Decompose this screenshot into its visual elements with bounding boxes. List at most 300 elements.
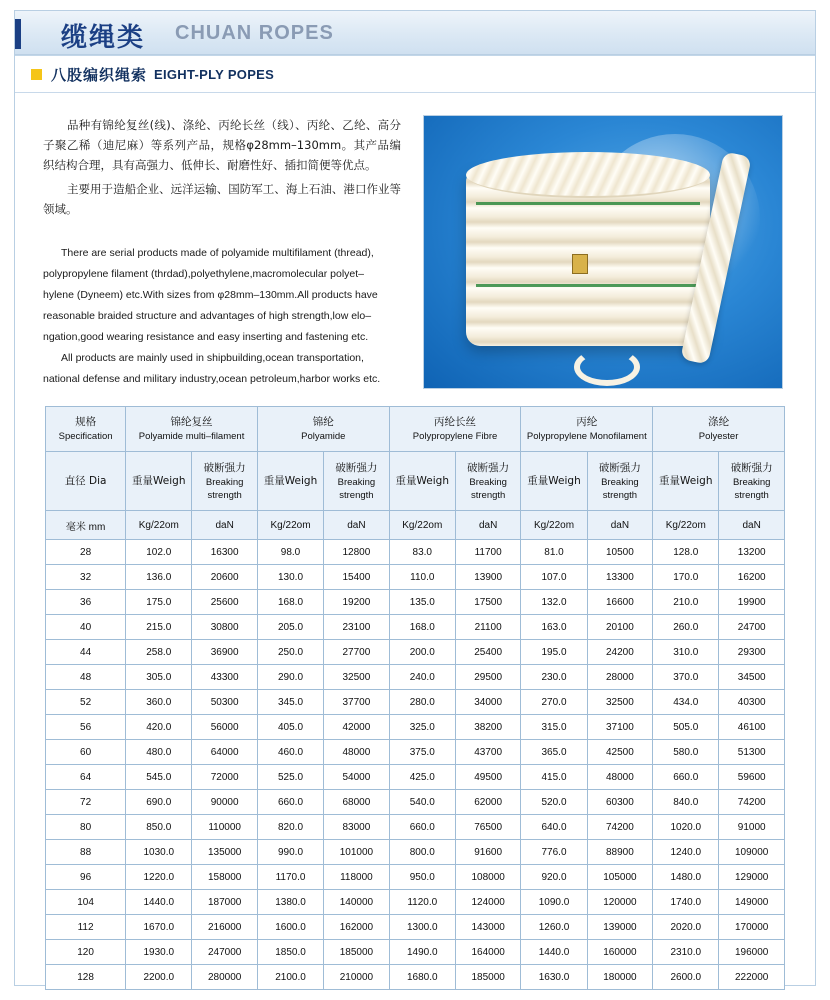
group-cn: 锦纶复丝 (170, 416, 213, 428)
cell-diameter: 96 (46, 865, 126, 890)
table-cell: 1440.0 (126, 890, 192, 915)
table-row (46, 915, 785, 940)
table-cell: 88900 (587, 840, 653, 865)
table-cell: 215.0 (126, 615, 192, 640)
table-cell: 434.0 (653, 690, 719, 715)
table-cell: 90000 (192, 790, 258, 815)
table-cell: 17500 (455, 590, 521, 615)
table-cell: 1260.0 (521, 915, 587, 940)
table-cell: 56000 (192, 715, 258, 740)
subheader-en: Breaking strength (732, 476, 771, 501)
group-cn: 规格 (75, 416, 97, 428)
table-cell: 29300 (719, 640, 785, 665)
table-cell: 315.0 (521, 715, 587, 740)
subheader-cn: 破断强力 (203, 461, 246, 474)
cell-diameter: 48 (46, 665, 126, 690)
table-row (46, 965, 785, 990)
spec-table-wrap (15, 390, 815, 990)
table-cell: 34000 (455, 690, 521, 715)
table-row (46, 840, 785, 865)
table-row (46, 615, 785, 640)
table-cell: 29500 (455, 665, 521, 690)
subheader-en: Breaking strength (601, 476, 639, 501)
cell-diameter: 80 (46, 815, 126, 840)
table-cell: 81.0 (521, 540, 587, 565)
table-cell: 1740.0 (653, 890, 719, 915)
table-cell: 13200 (719, 540, 785, 565)
table-cell: 1670.0 (126, 915, 192, 940)
table-cell: 74200 (587, 815, 653, 840)
table-row (46, 740, 785, 765)
square-marker-icon (31, 69, 42, 80)
group-header-polyamide (257, 407, 389, 452)
table-cell: 110000 (192, 815, 258, 840)
table-cell: 196000 (719, 940, 785, 965)
table-cell: 216000 (192, 915, 258, 940)
table-cell: 42500 (587, 740, 653, 765)
table-cell: 1380.0 (257, 890, 323, 915)
description-en-2-line-2: national defense and military industry,ocean petroleum,harbor works etc. (43, 373, 381, 385)
cell-diameter: 112 (46, 915, 126, 940)
table-cell: 48000 (587, 765, 653, 790)
table-cell: 175.0 (126, 590, 192, 615)
subheader-en: Breaking strength (337, 476, 376, 501)
table-cell: 164000 (455, 940, 521, 965)
subheader-weight-1 (126, 452, 192, 511)
table-cell: 247000 (192, 940, 258, 965)
table-cell: 1090.0 (521, 890, 587, 915)
table-row (46, 765, 785, 790)
subheader-weight-3 (389, 452, 455, 511)
table-cell: 920.0 (521, 865, 587, 890)
table-cell: 105000 (587, 865, 653, 890)
table-cell: 170.0 (653, 565, 719, 590)
subheader-cn: 重量Weigh (659, 474, 713, 487)
table-cell: 990.0 (257, 840, 323, 865)
table-cell: 24700 (719, 615, 785, 640)
subheader-diameter (46, 452, 126, 511)
table-row (46, 565, 785, 590)
table-cell: 270.0 (521, 690, 587, 715)
table-cell: 1020.0 (653, 815, 719, 840)
table-cell: 950.0 (389, 865, 455, 890)
table-cell: 27700 (324, 640, 390, 665)
subheader-weight-2 (257, 452, 323, 511)
table-cell: 30800 (192, 615, 258, 640)
specification-table (45, 406, 785, 990)
table-cell: 820.0 (257, 815, 323, 840)
table-cell: 1850.0 (257, 940, 323, 965)
group-cn: 丙纶 (576, 416, 598, 428)
description-column (33, 115, 401, 390)
subheader-cn: 直径 Dia (64, 474, 107, 487)
subheader-cn: 重量Weigh (132, 474, 186, 487)
table-cell: 98.0 (257, 540, 323, 565)
table-body (46, 540, 785, 990)
table-subheader-row (46, 452, 785, 511)
table-cell: 305.0 (126, 665, 192, 690)
table-cell: 250.0 (257, 640, 323, 665)
table-cell: 108000 (455, 865, 521, 890)
table-cell: 240.0 (389, 665, 455, 690)
table-cell: 16200 (719, 565, 785, 590)
table-cell: 36900 (192, 640, 258, 665)
group-cn: 锦纶 (312, 416, 334, 428)
table-cell: 545.0 (126, 765, 192, 790)
table-cell: 13900 (455, 565, 521, 590)
cell-diameter: 44 (46, 640, 126, 665)
table-cell: 195.0 (521, 640, 587, 665)
table-cell: 48000 (324, 740, 390, 765)
table-cell: 162000 (324, 915, 390, 940)
table-cell: 258.0 (126, 640, 192, 665)
table-cell: 415.0 (521, 765, 587, 790)
cell-diameter: 40 (46, 615, 126, 640)
table-cell: 230.0 (521, 665, 587, 690)
group-header-specification (46, 407, 126, 452)
table-cell: 480.0 (126, 740, 192, 765)
description-en-1-line-1: There are serial products made of polyamide multifilament (thread), (61, 247, 374, 259)
table-row (46, 815, 785, 840)
cell-diameter: 72 (46, 790, 126, 815)
table-cell: 690.0 (126, 790, 192, 815)
table-cell: 120000 (587, 890, 653, 915)
table-row (46, 790, 785, 815)
table-cell: 62000 (455, 790, 521, 815)
table-group-header-row (46, 407, 785, 452)
section-subtitle (15, 56, 815, 93)
table-cell: 205.0 (257, 615, 323, 640)
table-cell: 135.0 (389, 590, 455, 615)
table-cell: 660.0 (653, 765, 719, 790)
table-cell: 25400 (455, 640, 521, 665)
table-cell: 32500 (324, 665, 390, 690)
cell-diameter: 28 (46, 540, 126, 565)
table-cell: 2100.0 (257, 965, 323, 990)
table-cell: 102.0 (126, 540, 192, 565)
group-en: Polypropylene Fibre (412, 431, 498, 442)
rope-label-tag (572, 254, 588, 274)
subheader-cn: 重量Weigh (395, 474, 449, 487)
table-cell: 43700 (455, 740, 521, 765)
table-cell: 20100 (587, 615, 653, 640)
table-cell: 1170.0 (257, 865, 323, 890)
table-cell: 38200 (455, 715, 521, 740)
table-cell: 850.0 (126, 815, 192, 840)
subheader-en: Breaking strength (205, 476, 244, 501)
rope-binding-band-top (476, 202, 700, 205)
table-cell: 375.0 (389, 740, 455, 765)
rope-coil-top (466, 152, 710, 198)
table-cell: 185000 (324, 940, 390, 965)
cell-diameter: 36 (46, 590, 126, 615)
table-cell: 124000 (455, 890, 521, 915)
table-cell: 132.0 (521, 590, 587, 615)
table-cell: 158000 (192, 865, 258, 890)
table-cell: 140000 (324, 890, 390, 915)
table-cell: 370.0 (653, 665, 719, 690)
table-cell: 60300 (587, 790, 653, 815)
unit-cell: daN (455, 511, 521, 540)
table-cell: 107.0 (521, 565, 587, 590)
table-cell: 640.0 (521, 815, 587, 840)
table-cell: 160000 (587, 940, 653, 965)
subheader-cn: 破断强力 (467, 461, 510, 474)
table-cell: 280.0 (389, 690, 455, 715)
table-cell: 260.0 (653, 615, 719, 640)
table-cell: 83000 (324, 815, 390, 840)
table-cell: 170000 (719, 915, 785, 940)
table-cell: 91000 (719, 815, 785, 840)
table-cell: 54000 (324, 765, 390, 790)
subtitle-cn: 八股编织绳索 (51, 65, 148, 84)
cell-diameter: 32 (46, 565, 126, 590)
table-row (46, 940, 785, 965)
table-cell: 135000 (192, 840, 258, 865)
table-row (46, 715, 785, 740)
table-cell: 800.0 (389, 840, 455, 865)
page-frame (14, 10, 816, 986)
group-header-polypropylene-monofilament (521, 407, 653, 452)
table-cell: 32500 (587, 690, 653, 715)
group-header-polypropylene-fibre (389, 407, 521, 452)
table-cell: 505.0 (653, 715, 719, 740)
header-title-cn: 缆绳类 (61, 23, 146, 53)
header-accent-bar (15, 19, 21, 49)
subtitle-en: EIGHT-PLY POPES (154, 66, 275, 82)
group-en: Specification (58, 431, 113, 442)
table-cell: 163.0 (521, 615, 587, 640)
table-row (46, 865, 785, 890)
table-cell: 37100 (587, 715, 653, 740)
table-cell: 360.0 (126, 690, 192, 715)
table-cell: 1240.0 (653, 840, 719, 865)
description-en-1-line-4: reasonable braided structure and advantages of high strength,low elo– (43, 310, 372, 322)
table-cell: 24200 (587, 640, 653, 665)
table-cell: 776.0 (521, 840, 587, 865)
subheader-breaking-3 (455, 452, 521, 511)
subheader-cn: 破断强力 (598, 461, 641, 474)
group-header-polyamide-multifilament (126, 407, 258, 452)
cell-diameter: 64 (46, 765, 126, 790)
table-cell: 25600 (192, 590, 258, 615)
table-cell: 51300 (719, 740, 785, 765)
description-en-2-line-1: All products are mainly used in shipbuilding,ocean transportation, (61, 352, 364, 364)
description-cn-2: 主要用于造船企业、远洋运输、国防军工、海上石油、港口作业等领域。 (43, 182, 401, 216)
table-cell: 149000 (719, 890, 785, 915)
table-cell: 49500 (455, 765, 521, 790)
subheader-weight-4 (521, 452, 587, 511)
table-cell: 580.0 (653, 740, 719, 765)
table-cell: 425.0 (389, 765, 455, 790)
table-cell: 128.0 (653, 540, 719, 565)
table-cell: 460.0 (257, 740, 323, 765)
table-cell: 118000 (324, 865, 390, 890)
table-cell: 1480.0 (653, 865, 719, 890)
table-cell: 11700 (455, 540, 521, 565)
subheader-weight-5 (653, 452, 719, 511)
subheader-breaking-5 (719, 452, 785, 511)
description-cn-1: 品种有锦纶复丝(线)、涤纶、丙纶长丝（线）、丙纶、乙纶、高分子聚乙稀（迪尼麻）等系列产品，规格φ28mm–130mm。其产品编织结构合理，具有高强力、低伸长、耐磨性好、插扣简便等优点。 (43, 118, 401, 172)
unit-cell: 毫米 mm (46, 511, 126, 540)
table-cell: 1440.0 (521, 940, 587, 965)
table-cell: 64000 (192, 740, 258, 765)
table-cell: 2600.0 (653, 965, 719, 990)
group-en: Polyester (698, 431, 739, 442)
group-en: Polyamide multi–filament (138, 431, 245, 442)
table-cell: 19900 (719, 590, 785, 615)
table-row (46, 665, 785, 690)
table-cell: 16300 (192, 540, 258, 565)
product-image-column (401, 115, 781, 390)
table-cell: 28000 (587, 665, 653, 690)
table-cell: 200.0 (389, 640, 455, 665)
table-cell: 37700 (324, 690, 390, 715)
table-cell: 180000 (587, 965, 653, 990)
table-cell: 2310.0 (653, 940, 719, 965)
cell-diameter: 88 (46, 840, 126, 865)
table-cell: 222000 (719, 965, 785, 990)
table-cell: 34500 (719, 665, 785, 690)
group-cn: 丙纶长丝 (434, 416, 477, 428)
table-row (46, 890, 785, 915)
table-cell: 19200 (324, 590, 390, 615)
unit-cell: daN (324, 511, 390, 540)
table-cell: 1680.0 (389, 965, 455, 990)
table-cell: 76500 (455, 815, 521, 840)
table-cell: 59600 (719, 765, 785, 790)
cell-diameter: 60 (46, 740, 126, 765)
table-cell: 20600 (192, 565, 258, 590)
header-title-en: CHUAN ROPES (175, 22, 334, 44)
group-header-polyester (653, 407, 785, 452)
table-cell: 1220.0 (126, 865, 192, 890)
table-cell: 10500 (587, 540, 653, 565)
table-cell: 365.0 (521, 740, 587, 765)
group-en: Polypropylene Monofilament (526, 431, 647, 442)
table-cell: 210.0 (653, 590, 719, 615)
unit-cell: daN (719, 511, 785, 540)
subheader-en: Breaking strength (469, 476, 507, 501)
unit-cell: Kg/22om (126, 511, 192, 540)
table-cell: 42000 (324, 715, 390, 740)
table-cell: 101000 (324, 840, 390, 865)
rope-binding-band-bottom (476, 284, 700, 287)
table-cell: 2020.0 (653, 915, 719, 940)
table-cell: 168.0 (389, 615, 455, 640)
intro-section (15, 93, 815, 390)
table-cell: 83.0 (389, 540, 455, 565)
subheader-breaking-4 (587, 452, 653, 511)
group-cn: 涤纶 (708, 416, 730, 428)
table-cell: 310.0 (653, 640, 719, 665)
table-cell: 420.0 (126, 715, 192, 740)
table-cell: 1630.0 (521, 965, 587, 990)
table-cell: 2200.0 (126, 965, 192, 990)
table-cell: 168.0 (257, 590, 323, 615)
page-header (15, 11, 815, 56)
subheader-breaking-1 (192, 452, 258, 511)
table-cell: 12800 (324, 540, 390, 565)
table-cell: 185000 (455, 965, 521, 990)
table-cell: 540.0 (389, 790, 455, 815)
table-cell: 109000 (719, 840, 785, 865)
description-en-1-line-2: polypropylene filament (thrdad),polyethylene,macromolecular polyet– (43, 268, 365, 280)
table-cell: 405.0 (257, 715, 323, 740)
table-cell: 21100 (455, 615, 521, 640)
table-cell: 143000 (455, 915, 521, 940)
subheader-cn: 重量Weigh (527, 474, 581, 487)
table-cell: 660.0 (389, 815, 455, 840)
description-en-1-line-3: hylene (Dyneem) etc.With sizes from φ28mm–130mm.All products have (43, 289, 378, 301)
table-cell: 68000 (324, 790, 390, 815)
table-cell: 1120.0 (389, 890, 455, 915)
table-cell: 525.0 (257, 765, 323, 790)
table-cell: 74200 (719, 790, 785, 815)
table-cell: 46100 (719, 715, 785, 740)
table-cell: 1030.0 (126, 840, 192, 865)
table-cell: 520.0 (521, 790, 587, 815)
cell-diameter: 120 (46, 940, 126, 965)
table-cell: 16600 (587, 590, 653, 615)
subheader-cn: 重量Weigh (263, 474, 318, 487)
table-cell: 136.0 (126, 565, 192, 590)
rope-loop (574, 348, 640, 386)
table-head (46, 407, 785, 540)
cell-diameter: 128 (46, 965, 126, 990)
unit-cell: daN (587, 511, 653, 540)
table-cell: 210000 (324, 965, 390, 990)
table-row (46, 690, 785, 715)
table-row (46, 640, 785, 665)
unit-cell: Kg/22om (257, 511, 323, 540)
table-cell: 110.0 (389, 565, 455, 590)
subheader-cn: 破断强力 (730, 461, 773, 474)
table-cell: 1930.0 (126, 940, 192, 965)
table-cell: 91600 (455, 840, 521, 865)
table-row (46, 590, 785, 615)
table-cell: 15400 (324, 565, 390, 590)
subheader-breaking-2 (324, 452, 390, 511)
table-cell: 40300 (719, 690, 785, 715)
table-cell: 50300 (192, 690, 258, 715)
table-cell: 1600.0 (257, 915, 323, 940)
cell-diameter: 52 (46, 690, 126, 715)
table-cell: 187000 (192, 890, 258, 915)
unit-cell: daN (192, 511, 258, 540)
cell-diameter: 104 (46, 890, 126, 915)
table-cell: 43300 (192, 665, 258, 690)
table-cell: 1300.0 (389, 915, 455, 940)
table-cell: 290.0 (257, 665, 323, 690)
subheader-cn: 破断强力 (335, 461, 378, 474)
table-cell: 72000 (192, 765, 258, 790)
table-cell: 1490.0 (389, 940, 455, 965)
table-row (46, 540, 785, 565)
table-cell: 23100 (324, 615, 390, 640)
unit-cell: Kg/22om (389, 511, 455, 540)
table-units-row (46, 511, 785, 540)
table-cell: 13300 (587, 565, 653, 590)
unit-cell: Kg/22om (521, 511, 587, 540)
table-cell: 840.0 (653, 790, 719, 815)
table-cell: 130.0 (257, 565, 323, 590)
description-en-1-line-5: ngation,good wearing resistance and easy inserting and fastening etc. (43, 331, 369, 343)
table-cell: 660.0 (257, 790, 323, 815)
cell-diameter: 56 (46, 715, 126, 740)
table-cell: 129000 (719, 865, 785, 890)
table-cell: 325.0 (389, 715, 455, 740)
